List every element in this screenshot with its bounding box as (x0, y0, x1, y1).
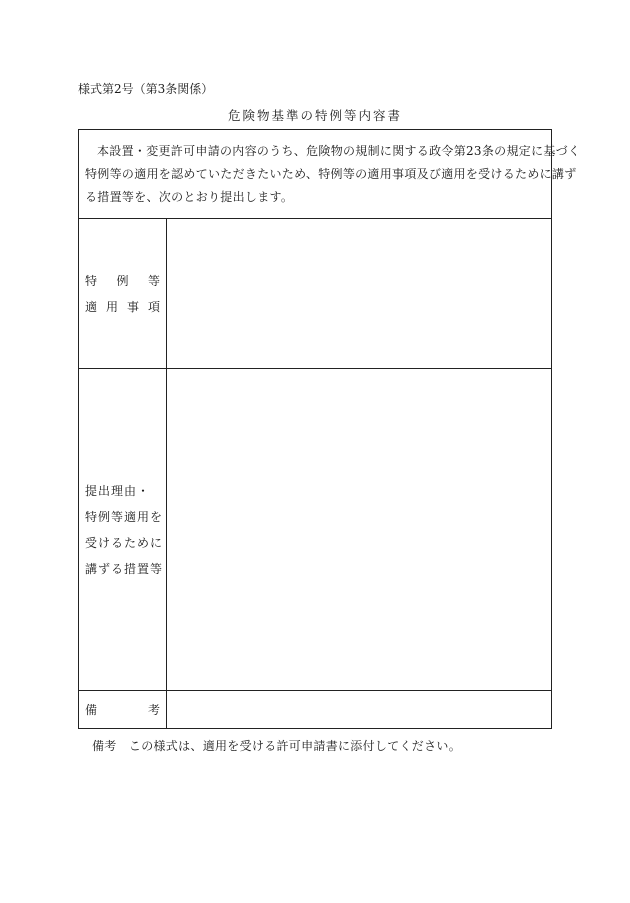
label-reason-measures (79, 369, 167, 690)
label-char: 適 (85, 299, 98, 314)
form-title: 危険物基準の特例等内容書 (227, 108, 402, 123)
footer-note: 備考 この様式は、適用を受ける許可申請書に添付してください。 (92, 739, 462, 753)
value-remarks[interactable] (167, 691, 551, 728)
label-char: 特 (85, 273, 98, 288)
label-line-4: 講ずる措置等 (85, 561, 164, 576)
form-table (78, 129, 581, 729)
label-remarks (79, 691, 167, 728)
value-applicable-items[interactable] (167, 219, 551, 368)
label-char: 事 (126, 299, 139, 314)
label-line-2: 特例等適用を (85, 509, 164, 524)
row-applicable-items (79, 219, 551, 369)
label-char: 項 (147, 299, 160, 314)
label-line-1 (85, 697, 160, 723)
form-number: 様式第2号（第3条関係） (78, 82, 214, 96)
label-line-1 (85, 268, 160, 294)
label-char: 例 (116, 273, 129, 288)
label-line-2 (85, 294, 160, 320)
label-char: 備 (85, 702, 98, 717)
intro-line-2: 特例等の適用を認めていただきたいため、特例等の適用事項及び適用を受けるために講ず (85, 167, 577, 181)
intro-text (79, 130, 581, 219)
row-reason-measures (79, 369, 551, 691)
intro-line-1: 本設置・変更許可申請の内容のうち、危険物の規制に関する政令第23条の規定に基づく (97, 144, 581, 158)
label-applicable-items (79, 219, 167, 368)
value-reason-measures[interactable] (167, 369, 551, 690)
row-remarks (79, 691, 551, 728)
intro-line-3: る措置等を、次のとおり提出します。 (85, 190, 294, 204)
label-line-1: 提出理由・ (85, 483, 151, 498)
label-char: 考 (147, 702, 160, 717)
label-char: 用 (105, 299, 118, 314)
label-char: 等 (147, 273, 160, 288)
label-line-3: 受けるために (85, 535, 164, 550)
